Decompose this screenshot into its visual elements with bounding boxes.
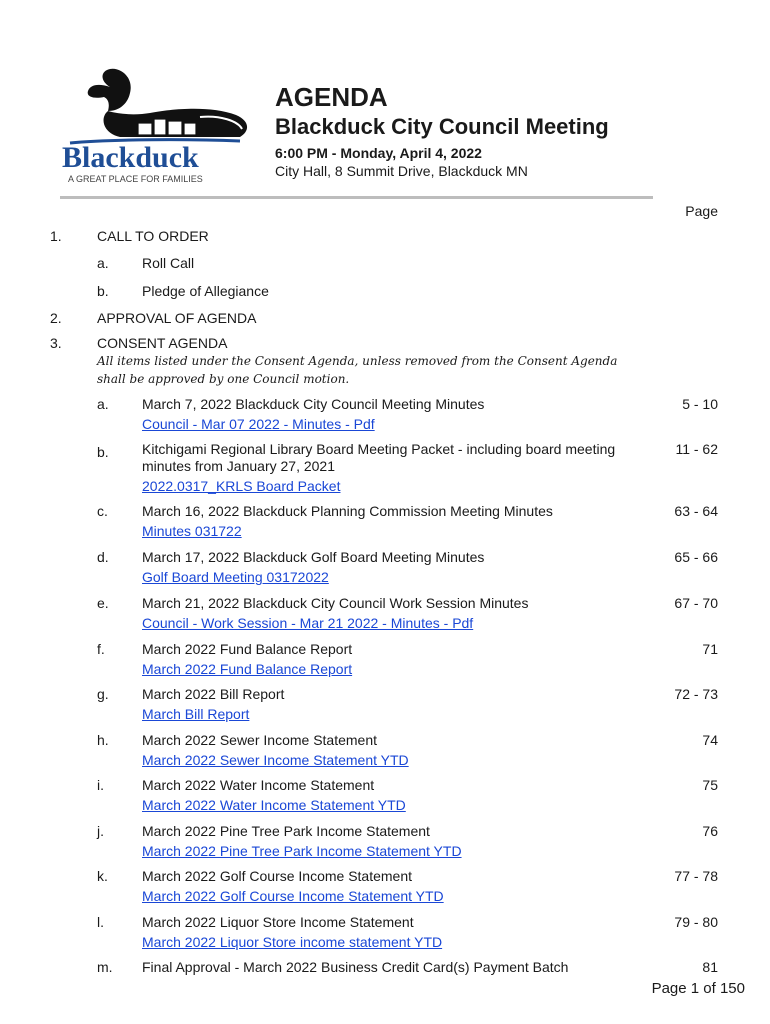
- item-pages: 76: [702, 823, 718, 839]
- item-pages: 75: [702, 777, 718, 793]
- item-pages: 79 - 80: [674, 914, 718, 930]
- item-pages: 63 - 64: [674, 503, 718, 519]
- item-letter: c.: [97, 503, 108, 519]
- section-title: CONSENT AGENDA: [97, 335, 228, 351]
- section-number: 3.: [50, 335, 62, 351]
- page-footer: Page 1 of 150: [651, 980, 745, 997]
- section-title: CALL TO ORDER: [97, 228, 209, 244]
- section-title: APPROVAL OF AGENDA: [97, 310, 257, 326]
- item-text: March 2022 Liquor Store Income Statement: [142, 914, 414, 930]
- item-document-link[interactable]: March 2022 Sewer Income Statement YTD: [142, 752, 409, 768]
- meeting-datetime: 6:00 PM - Monday, April 4, 2022: [275, 145, 482, 161]
- item-letter: k.: [97, 868, 108, 884]
- item-document-link[interactable]: March Bill Report: [142, 706, 250, 722]
- item-document-link[interactable]: March 2022 Liquor Store income statement YTD: [142, 934, 443, 950]
- item-pages: 71: [702, 641, 718, 657]
- item-letter: a.: [97, 255, 109, 271]
- item-text: March 7, 2022 Blackduck City Council Meeting Minutes: [142, 396, 485, 412]
- duck-head-shape: [88, 69, 131, 111]
- item-document-link[interactable]: March 2022 Pine Tree Park Income Statement YTD: [142, 843, 462, 859]
- item-letter: g.: [97, 686, 109, 702]
- section-number: 1.: [50, 228, 62, 244]
- item-letter: l.: [97, 914, 104, 930]
- item-letter: f.: [97, 641, 105, 657]
- item-document-link[interactable]: 2022.0317_KRLS Board Packet: [142, 478, 341, 494]
- item-document-link[interactable]: Council - Work Session - Mar 21 2022 - Minutes - Pdf: [142, 615, 474, 631]
- item-text: Pledge of Allegiance: [142, 283, 269, 299]
- logo-brand-text: Blackduck: [62, 141, 199, 174]
- item-text: March 17, 2022 Blackduck Golf Board Meeting Minutes: [142, 549, 485, 565]
- item-letter: d.: [97, 549, 109, 565]
- item-pages: 77 - 78: [674, 868, 718, 884]
- item-text: Roll Call: [142, 255, 195, 271]
- header-divider: [60, 196, 653, 199]
- item-text: March 2022 Bill Report: [142, 686, 285, 702]
- item-document-link[interactable]: Council - Mar 07 2022 - Minutes - Pdf: [142, 416, 375, 432]
- item-document-link[interactable]: March 2022 Water Income Statement YTD: [142, 797, 406, 813]
- item-pages: 5 - 10: [682, 396, 718, 412]
- item-pages: 74: [702, 732, 718, 748]
- item-letter: i.: [97, 777, 104, 793]
- item-document-link[interactable]: Golf Board Meeting 03172022: [142, 569, 329, 585]
- page-column-header: Page: [685, 203, 718, 219]
- item-text: March 2022 Fund Balance Report: [142, 641, 353, 657]
- item-pages: 11 - 62: [675, 441, 718, 457]
- section-number: 2.: [50, 310, 62, 326]
- consent-agenda-note: All items listed under the Consent Agenda, unless removed from the Consent Agenda shall be approved by one Council motion.: [97, 354, 618, 386]
- item-pages: 72 - 73: [674, 686, 718, 702]
- item-letter: b.: [97, 444, 109, 460]
- item-document-link[interactable]: Minutes 031722: [142, 523, 242, 539]
- agenda-header: [275, 82, 609, 180]
- blackduck-logo: [50, 55, 260, 185]
- item-text: March 2022 Pine Tree Park Income Statement: [142, 823, 430, 839]
- item-text: March 2022 Sewer Income Statement: [142, 732, 378, 748]
- agenda-heading: AGENDA: [275, 82, 388, 112]
- item-letter: h.: [97, 732, 109, 748]
- item-pages: 65 - 66: [674, 549, 718, 565]
- item-letter: e.: [97, 595, 109, 611]
- item-text: Final Approval - March 2022 Business Credit Card(s) Payment Batch: [142, 959, 569, 975]
- item-text: March 16, 2022 Blackduck Planning Commission Meeting Minutes: [142, 503, 553, 519]
- item-pages: 67 - 70: [674, 595, 718, 611]
- item-text: Kitchigami Regional Library Board Meeting Packet - including board meeting minutes from January 27, 2021: [142, 441, 616, 474]
- logo-tagline: A GREAT PLACE FOR FAMILIES: [68, 174, 203, 184]
- item-letter: j.: [97, 823, 104, 839]
- item-letter: b.: [97, 283, 109, 299]
- item-text: March 2022 Water Income Statement: [142, 777, 375, 793]
- meeting-location: City Hall, 8 Summit Drive, Blackduck MN: [275, 163, 528, 179]
- item-letter: a.: [97, 396, 109, 412]
- item-document-link[interactable]: March 2022 Fund Balance Report: [142, 661, 353, 677]
- item-letter: m.: [97, 959, 113, 975]
- item-text: March 2022 Golf Course Income Statement: [142, 868, 413, 884]
- item-document-link[interactable]: March 2022 Golf Course Income Statement YTD: [142, 888, 444, 904]
- item-text: March 21, 2022 Blackduck City Council Work Session Minutes: [142, 595, 529, 611]
- item-pages: 81: [702, 959, 718, 975]
- meeting-title: Blackduck City Council Meeting: [275, 114, 609, 139]
